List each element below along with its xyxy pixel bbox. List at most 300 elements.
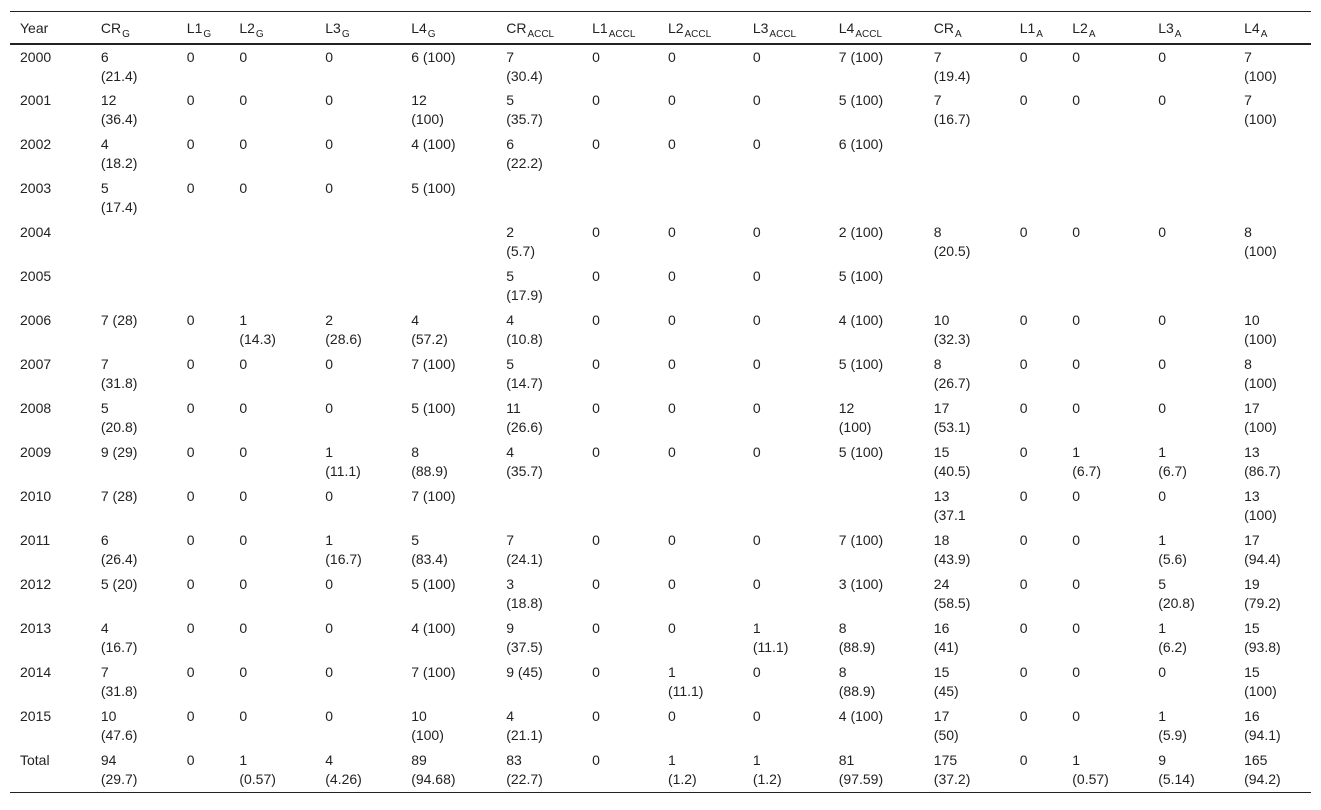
table-cell: 1 (5.6) xyxy=(1158,532,1187,567)
table-cell: 0 xyxy=(186,49,195,65)
table-cell: 17 (100) xyxy=(1244,400,1277,435)
column-header-label: L1 xyxy=(592,19,608,36)
table-cell: 0 xyxy=(186,312,195,328)
table-cell: 0 xyxy=(752,136,761,152)
table-cell: 0 xyxy=(1019,400,1028,416)
table-cell: 5 (100) xyxy=(838,444,884,460)
column-header xyxy=(658,12,743,45)
table-cell: 0 xyxy=(1019,620,1028,636)
table-cell: 0 xyxy=(752,268,761,284)
column-header-label: CR xyxy=(100,19,122,36)
column-header-subscript: G xyxy=(122,28,130,40)
table-cell: 8 (88.9) xyxy=(838,620,876,655)
table-cell: 7 (16.7) xyxy=(933,92,971,127)
table-row xyxy=(10,44,1311,88)
table-row xyxy=(10,88,1311,132)
table-cell: 0 xyxy=(325,180,334,196)
table-cell xyxy=(582,176,658,220)
total-row xyxy=(10,748,1311,792)
table-cell xyxy=(496,484,582,528)
table-cell: 0 xyxy=(592,136,600,152)
table-cell: 10 (32.3) xyxy=(933,312,971,347)
year-cell: 2010 xyxy=(20,488,52,504)
table-cell: 18 (43.9) xyxy=(933,532,971,567)
table-cell: 8 (88.9) xyxy=(838,664,876,699)
table-row xyxy=(10,616,1311,660)
table-row xyxy=(10,396,1311,440)
table-cell: 0 xyxy=(186,620,195,636)
table-cell: 0 xyxy=(667,708,676,724)
table-cell: 2 (100) xyxy=(838,224,884,240)
table-cell: 0 xyxy=(325,664,334,680)
column-header-subscript: G xyxy=(255,28,264,40)
table-cell xyxy=(1234,132,1311,176)
column-header-subscript: A xyxy=(1174,28,1182,40)
table-cell: 0 xyxy=(186,532,195,548)
table-cell xyxy=(496,176,582,220)
table-cell: 0 xyxy=(1072,664,1081,680)
column-header xyxy=(1010,12,1063,45)
table-cell: 0 xyxy=(186,444,195,460)
table-cell: 0 xyxy=(186,136,195,152)
table-row xyxy=(10,176,1311,220)
table-header xyxy=(10,12,1311,45)
column-header-label: CR xyxy=(506,19,527,36)
table-row xyxy=(10,440,1311,484)
table-cell xyxy=(401,264,496,308)
table-cell xyxy=(1062,264,1148,308)
table-cell: 0 xyxy=(1072,620,1081,636)
table-cell: 17 (94.4) xyxy=(1244,532,1281,567)
table-cell: 1 (6.7) xyxy=(1158,444,1187,479)
table-cell: 12 (100) xyxy=(838,400,872,435)
table-cell: 5 (14.7) xyxy=(506,356,543,391)
table-cell: 0 xyxy=(1158,312,1166,328)
table-cell: 2 (5.7) xyxy=(506,224,535,259)
year-cell: Total xyxy=(20,752,50,768)
table-cell: 7 (100) xyxy=(411,664,456,680)
table-cell: 1 (6.7) xyxy=(1072,444,1102,479)
table-cell: 0 xyxy=(239,532,248,548)
table-cell: 10 (100) xyxy=(411,708,444,743)
table-cell: 0 xyxy=(592,268,600,284)
table-cell: 0 xyxy=(1072,576,1081,592)
table-cell: 0 xyxy=(239,136,248,152)
table-cell: 5 (20.8) xyxy=(100,400,138,435)
year-cell: 2013 xyxy=(20,620,52,636)
table-cell: 8 (20.5) xyxy=(933,224,971,259)
column-header xyxy=(229,12,315,45)
table-cell: 0 xyxy=(667,136,676,152)
table-cell: 0 xyxy=(325,356,334,372)
table-cell: 0 xyxy=(592,92,600,108)
table-cell: 0 xyxy=(592,312,600,328)
table-cell: 0 xyxy=(592,576,600,592)
column-header xyxy=(496,12,582,45)
table-cell: 0 xyxy=(239,356,248,372)
table-cell: 4 (18.2) xyxy=(100,136,138,171)
table-cell: 19 (79.2) xyxy=(1244,576,1281,611)
table-cell: 0 xyxy=(186,708,195,724)
table-cell xyxy=(829,484,924,528)
table-cell: 0 xyxy=(325,576,334,592)
year-cell: 2003 xyxy=(20,180,52,196)
table-cell: 0 xyxy=(752,444,761,460)
table-cell: 0 xyxy=(1019,444,1028,460)
table-cell: 0 xyxy=(325,708,334,724)
table-cell: 8 (100) xyxy=(1244,356,1277,391)
table-cell: 1 (16.7) xyxy=(325,532,362,567)
table-row xyxy=(10,352,1311,396)
column-header xyxy=(1062,12,1148,45)
table-cell: 4 (35.7) xyxy=(506,444,543,479)
year-cell: 2012 xyxy=(20,576,52,592)
table-cell: 5 (100) xyxy=(838,356,884,372)
table-cell: 0 xyxy=(239,664,248,680)
table-cell: 0 xyxy=(667,400,676,416)
column-header xyxy=(1148,12,1234,45)
column-header xyxy=(10,12,91,45)
table-cell xyxy=(1010,176,1063,220)
column-header-label: L3 xyxy=(325,19,341,36)
year-cell: 2004 xyxy=(20,224,52,240)
table-cell: 0 xyxy=(1019,532,1028,548)
table-cell xyxy=(743,176,829,220)
table-cell: 9 (5.14) xyxy=(1158,752,1195,787)
table-cell: 6 (100) xyxy=(411,49,456,65)
table-cell: 0 xyxy=(667,620,676,636)
table-cell: 0 xyxy=(752,708,761,724)
table-cell: 0 xyxy=(1019,312,1028,328)
table-cell: 0 xyxy=(667,576,676,592)
table-cell: 0 xyxy=(1072,532,1081,548)
table-cell: 5 (100) xyxy=(838,268,884,284)
table-cell: 0 xyxy=(239,576,248,592)
table-cell: 0 xyxy=(752,664,761,680)
table-cell: 1 (6.2) xyxy=(1158,620,1187,655)
table-cell: 0 xyxy=(667,224,676,240)
column-header-label: L1 xyxy=(186,19,203,36)
column-header xyxy=(743,12,829,45)
table-cell: 1 (1.2) xyxy=(667,752,697,787)
table-cell: 0 xyxy=(1072,92,1081,108)
table-cell xyxy=(924,264,1010,308)
table-row xyxy=(10,572,1311,616)
table-cell: 4 (16.7) xyxy=(100,620,138,655)
column-header-subscript: ACCL xyxy=(855,28,883,40)
table-cell xyxy=(1234,264,1311,308)
table-cell xyxy=(1148,176,1234,220)
table-cell: 5 (17.9) xyxy=(506,268,543,303)
table-cell: 5 (100) xyxy=(411,400,456,416)
table-cell: 15 (40.5) xyxy=(933,444,971,479)
table-cell: 0 xyxy=(752,576,761,592)
year-cell: 2011 xyxy=(20,532,51,548)
table-cell: 0 xyxy=(592,532,600,548)
table-cell: 83 (22.7) xyxy=(506,752,543,787)
table-cell: 12 (36.4) xyxy=(100,92,138,127)
column-header xyxy=(829,12,924,45)
table-cell: 0 xyxy=(1019,664,1028,680)
table-cell: 0 xyxy=(667,49,676,65)
table-row xyxy=(10,264,1311,308)
table-row xyxy=(10,528,1311,572)
column-header-subscript: ACCL xyxy=(527,28,555,40)
table-cell: 0 xyxy=(1158,400,1166,416)
table-cell: 1 (11.1) xyxy=(325,444,361,479)
column-header-subscript: A xyxy=(1036,28,1043,40)
table-cell: 0 xyxy=(239,444,248,460)
table-cell: 1 (14.3) xyxy=(239,312,276,347)
table-cell xyxy=(924,132,1010,176)
column-header-label: L4 xyxy=(411,19,427,36)
table-cell: 5 (20) xyxy=(100,576,138,592)
year-cell: 2015 xyxy=(20,708,52,724)
table-cell: 0 xyxy=(1158,49,1166,65)
table-cell: 0 xyxy=(667,92,676,108)
table-cell: 5 (100) xyxy=(411,576,456,592)
table-cell: 0 xyxy=(667,268,676,284)
table-cell: 0 xyxy=(325,488,334,504)
table-cell: 1 (0.57) xyxy=(1072,752,1109,787)
table-row xyxy=(10,704,1311,748)
table-cell: 0 xyxy=(592,356,600,372)
table-row xyxy=(10,220,1311,264)
year-cell: 2009 xyxy=(20,444,52,460)
table-cell: 17 (53.1) xyxy=(933,400,971,435)
table-cell: 0 xyxy=(325,49,334,65)
table-cell: 0 xyxy=(667,356,676,372)
column-header-subscript: A xyxy=(955,28,962,40)
table-cell: 4 (100) xyxy=(411,620,456,636)
table-cell: 0 xyxy=(752,92,761,108)
table-cell: 0 xyxy=(752,49,761,65)
table-cell xyxy=(177,264,230,308)
table-cell: 7 (19.4) xyxy=(933,49,971,84)
column-header-label: L2 xyxy=(239,19,255,36)
table-cell: 0 xyxy=(186,488,195,504)
year-cell: 2008 xyxy=(20,400,52,416)
table-cell: 0 xyxy=(592,444,600,460)
table-cell: 0 xyxy=(592,664,600,680)
table-cell: 0 xyxy=(667,312,676,328)
table-cell: 0 xyxy=(186,576,195,592)
table-cell: 7 (100) xyxy=(1244,92,1277,127)
table-cell: 0 xyxy=(1072,356,1081,372)
table-cell xyxy=(1062,176,1148,220)
table-cell xyxy=(315,220,401,264)
table-cell: 0 xyxy=(1019,708,1028,724)
column-header-subscript: ACCL xyxy=(684,28,712,40)
table-cell: 5 (35.7) xyxy=(506,92,543,127)
table-cell: 0 xyxy=(752,356,761,372)
table-cell: 7 (31.8) xyxy=(100,356,138,391)
table-cell: 9 (37.5) xyxy=(506,620,543,655)
table-cell: 4 (21.1) xyxy=(506,708,543,743)
column-header-subscript: A xyxy=(1088,28,1096,40)
table-cell: 4 (4.26) xyxy=(325,752,362,787)
table-cell: 0 xyxy=(325,136,334,152)
table-cell: 1 (1.2) xyxy=(752,752,782,787)
table-cell: 4 (10.8) xyxy=(506,312,543,347)
table-cell: 6 (100) xyxy=(838,136,884,152)
table-cell xyxy=(1148,132,1234,176)
column-header xyxy=(1234,12,1311,45)
table-cell: 0 xyxy=(592,752,600,768)
table-cell: 0 xyxy=(325,620,334,636)
table-row xyxy=(10,660,1311,704)
column-header-subscript: ACCL xyxy=(769,28,797,40)
table-cell xyxy=(229,220,315,264)
table-cell: 7 (100) xyxy=(838,49,884,65)
table-cell: 5 (17.4) xyxy=(100,180,138,215)
table-cell: 0 xyxy=(239,708,248,724)
table-row xyxy=(10,132,1311,176)
table-cell: 10 (100) xyxy=(1244,312,1277,347)
table-cell: 10 (47.6) xyxy=(100,708,138,743)
table-cell: 7 (28) xyxy=(100,312,138,328)
column-header-subscript: G xyxy=(203,28,212,40)
table-cell: 0 xyxy=(186,664,195,680)
year-cell: 2000 xyxy=(20,49,52,65)
table-cell: 0 xyxy=(1019,356,1028,372)
table-cell: 7 (100) xyxy=(411,488,456,504)
table-cell: 0 xyxy=(1019,576,1028,592)
table-cell: 17 (50) xyxy=(933,708,959,743)
table-cell: 0 xyxy=(1019,752,1028,768)
table-body xyxy=(10,44,1311,792)
table-cell: 13 (100) xyxy=(1244,488,1277,523)
table-cell: 12 (100) xyxy=(411,92,444,127)
column-header xyxy=(177,12,230,45)
column-header-label: L2 xyxy=(1072,19,1088,36)
table-cell: 4 (100) xyxy=(411,136,456,152)
table-cell: 0 xyxy=(1072,49,1081,65)
table-cell: 0 xyxy=(1158,92,1166,108)
table-cell xyxy=(1062,132,1148,176)
table-row xyxy=(10,484,1311,528)
year-cell: 2005 xyxy=(20,268,52,284)
table-cell: 24 (58.5) xyxy=(933,576,971,611)
column-header-subscript: ACCL xyxy=(608,28,636,40)
table-cell: 0 xyxy=(592,49,600,65)
column-header-label: L1 xyxy=(1019,19,1036,36)
table-cell: 0 xyxy=(1072,312,1081,328)
table-cell xyxy=(924,176,1010,220)
table-cell: 0 xyxy=(239,400,248,416)
table-cell: 0 xyxy=(186,400,195,416)
column-header-label: CR xyxy=(933,19,955,36)
table-cell: 0 xyxy=(1019,92,1028,108)
table-cell xyxy=(177,220,230,264)
table-cell: 175 (37.2) xyxy=(933,752,971,787)
year-cell: 2014 xyxy=(20,664,52,680)
table-cell xyxy=(229,264,315,308)
column-header xyxy=(315,12,401,45)
table-cell: 5 (20.8) xyxy=(1158,576,1195,611)
year-cell: 2007 xyxy=(20,356,52,372)
table-cell xyxy=(401,220,496,264)
table-cell: 5 (100) xyxy=(838,92,884,108)
table-cell: 0 xyxy=(1019,488,1028,504)
table-cell: 1 (11.1) xyxy=(667,664,704,699)
table-cell: 3 (100) xyxy=(838,576,884,592)
table-cell: 0 xyxy=(239,49,248,65)
column-header xyxy=(91,12,177,45)
table-cell: 4 (100) xyxy=(838,708,884,724)
table-cell: 5 (83.4) xyxy=(411,532,448,567)
table-cell: 7 (24.1) xyxy=(506,532,543,567)
column-header-subscript: A xyxy=(1260,28,1268,40)
column-header-label: L3 xyxy=(1158,19,1174,36)
table-cell xyxy=(658,176,743,220)
table-cell: 0 xyxy=(239,180,248,196)
table-cell: 0 xyxy=(1158,488,1166,504)
column-header xyxy=(924,12,1010,45)
table-cell: 0 xyxy=(1072,488,1081,504)
table-cell: 6 (21.4) xyxy=(100,49,138,84)
table-cell: 0 xyxy=(239,620,248,636)
table-cell: 81 (97.59) xyxy=(838,752,884,787)
year-cell: 2001 xyxy=(20,92,52,108)
table-cell xyxy=(582,484,658,528)
table-cell: 0 xyxy=(667,532,676,548)
table-cell: 7 (100) xyxy=(838,532,884,548)
table-cell: 0 xyxy=(186,92,195,108)
column-header xyxy=(582,12,658,45)
column-header-label: L4 xyxy=(838,19,855,36)
table-cell: 0 xyxy=(186,752,195,768)
table-cell: 4 (57.2) xyxy=(411,312,448,347)
column-header-label: L4 xyxy=(1244,19,1260,36)
table-cell: 89 (94.68) xyxy=(411,752,456,787)
table-cell: 5 (100) xyxy=(411,180,456,196)
table-cell xyxy=(91,220,177,264)
table-cell: 0 xyxy=(752,224,761,240)
table-cell xyxy=(658,484,743,528)
column-header-label: Year xyxy=(20,19,49,36)
table-cell: 6 (26.4) xyxy=(100,532,138,567)
table-cell: 0 xyxy=(186,356,195,372)
results-table xyxy=(10,11,1311,793)
table-cell: 9 (45) xyxy=(506,664,543,680)
table-cell: 0 xyxy=(592,620,600,636)
table-cell: 4 (100) xyxy=(838,312,884,328)
table-cell: 7 (100) xyxy=(1244,49,1277,84)
table-cell: 7 (100) xyxy=(411,356,456,372)
table-cell: 8 (88.9) xyxy=(411,444,448,479)
table-cell: 0 xyxy=(1072,224,1081,240)
table-cell: 1 (11.1) xyxy=(752,620,789,655)
table-cell: 0 xyxy=(186,180,195,196)
table-cell: 15 (45) xyxy=(933,664,959,699)
column-header-label: L2 xyxy=(667,19,684,36)
table-cell: 0 xyxy=(1072,708,1081,724)
table-cell: 0 xyxy=(1158,224,1166,240)
table-cell: 0 xyxy=(1158,356,1166,372)
table-cell: 94 (29.7) xyxy=(100,752,138,787)
table-cell: 165 (94.2) xyxy=(1244,752,1281,787)
table-cell: 15 (93.8) xyxy=(1244,620,1281,655)
year-cell: 2006 xyxy=(20,312,52,328)
table-cell: 0 xyxy=(325,92,334,108)
table-cell: 6 (22.2) xyxy=(506,136,543,171)
table-cell xyxy=(1010,132,1063,176)
results-table-container xyxy=(10,11,1311,793)
table-cell: 0 xyxy=(325,400,334,416)
table-cell: 0 xyxy=(667,444,676,460)
table-cell: 1 (5.9) xyxy=(1158,708,1187,743)
